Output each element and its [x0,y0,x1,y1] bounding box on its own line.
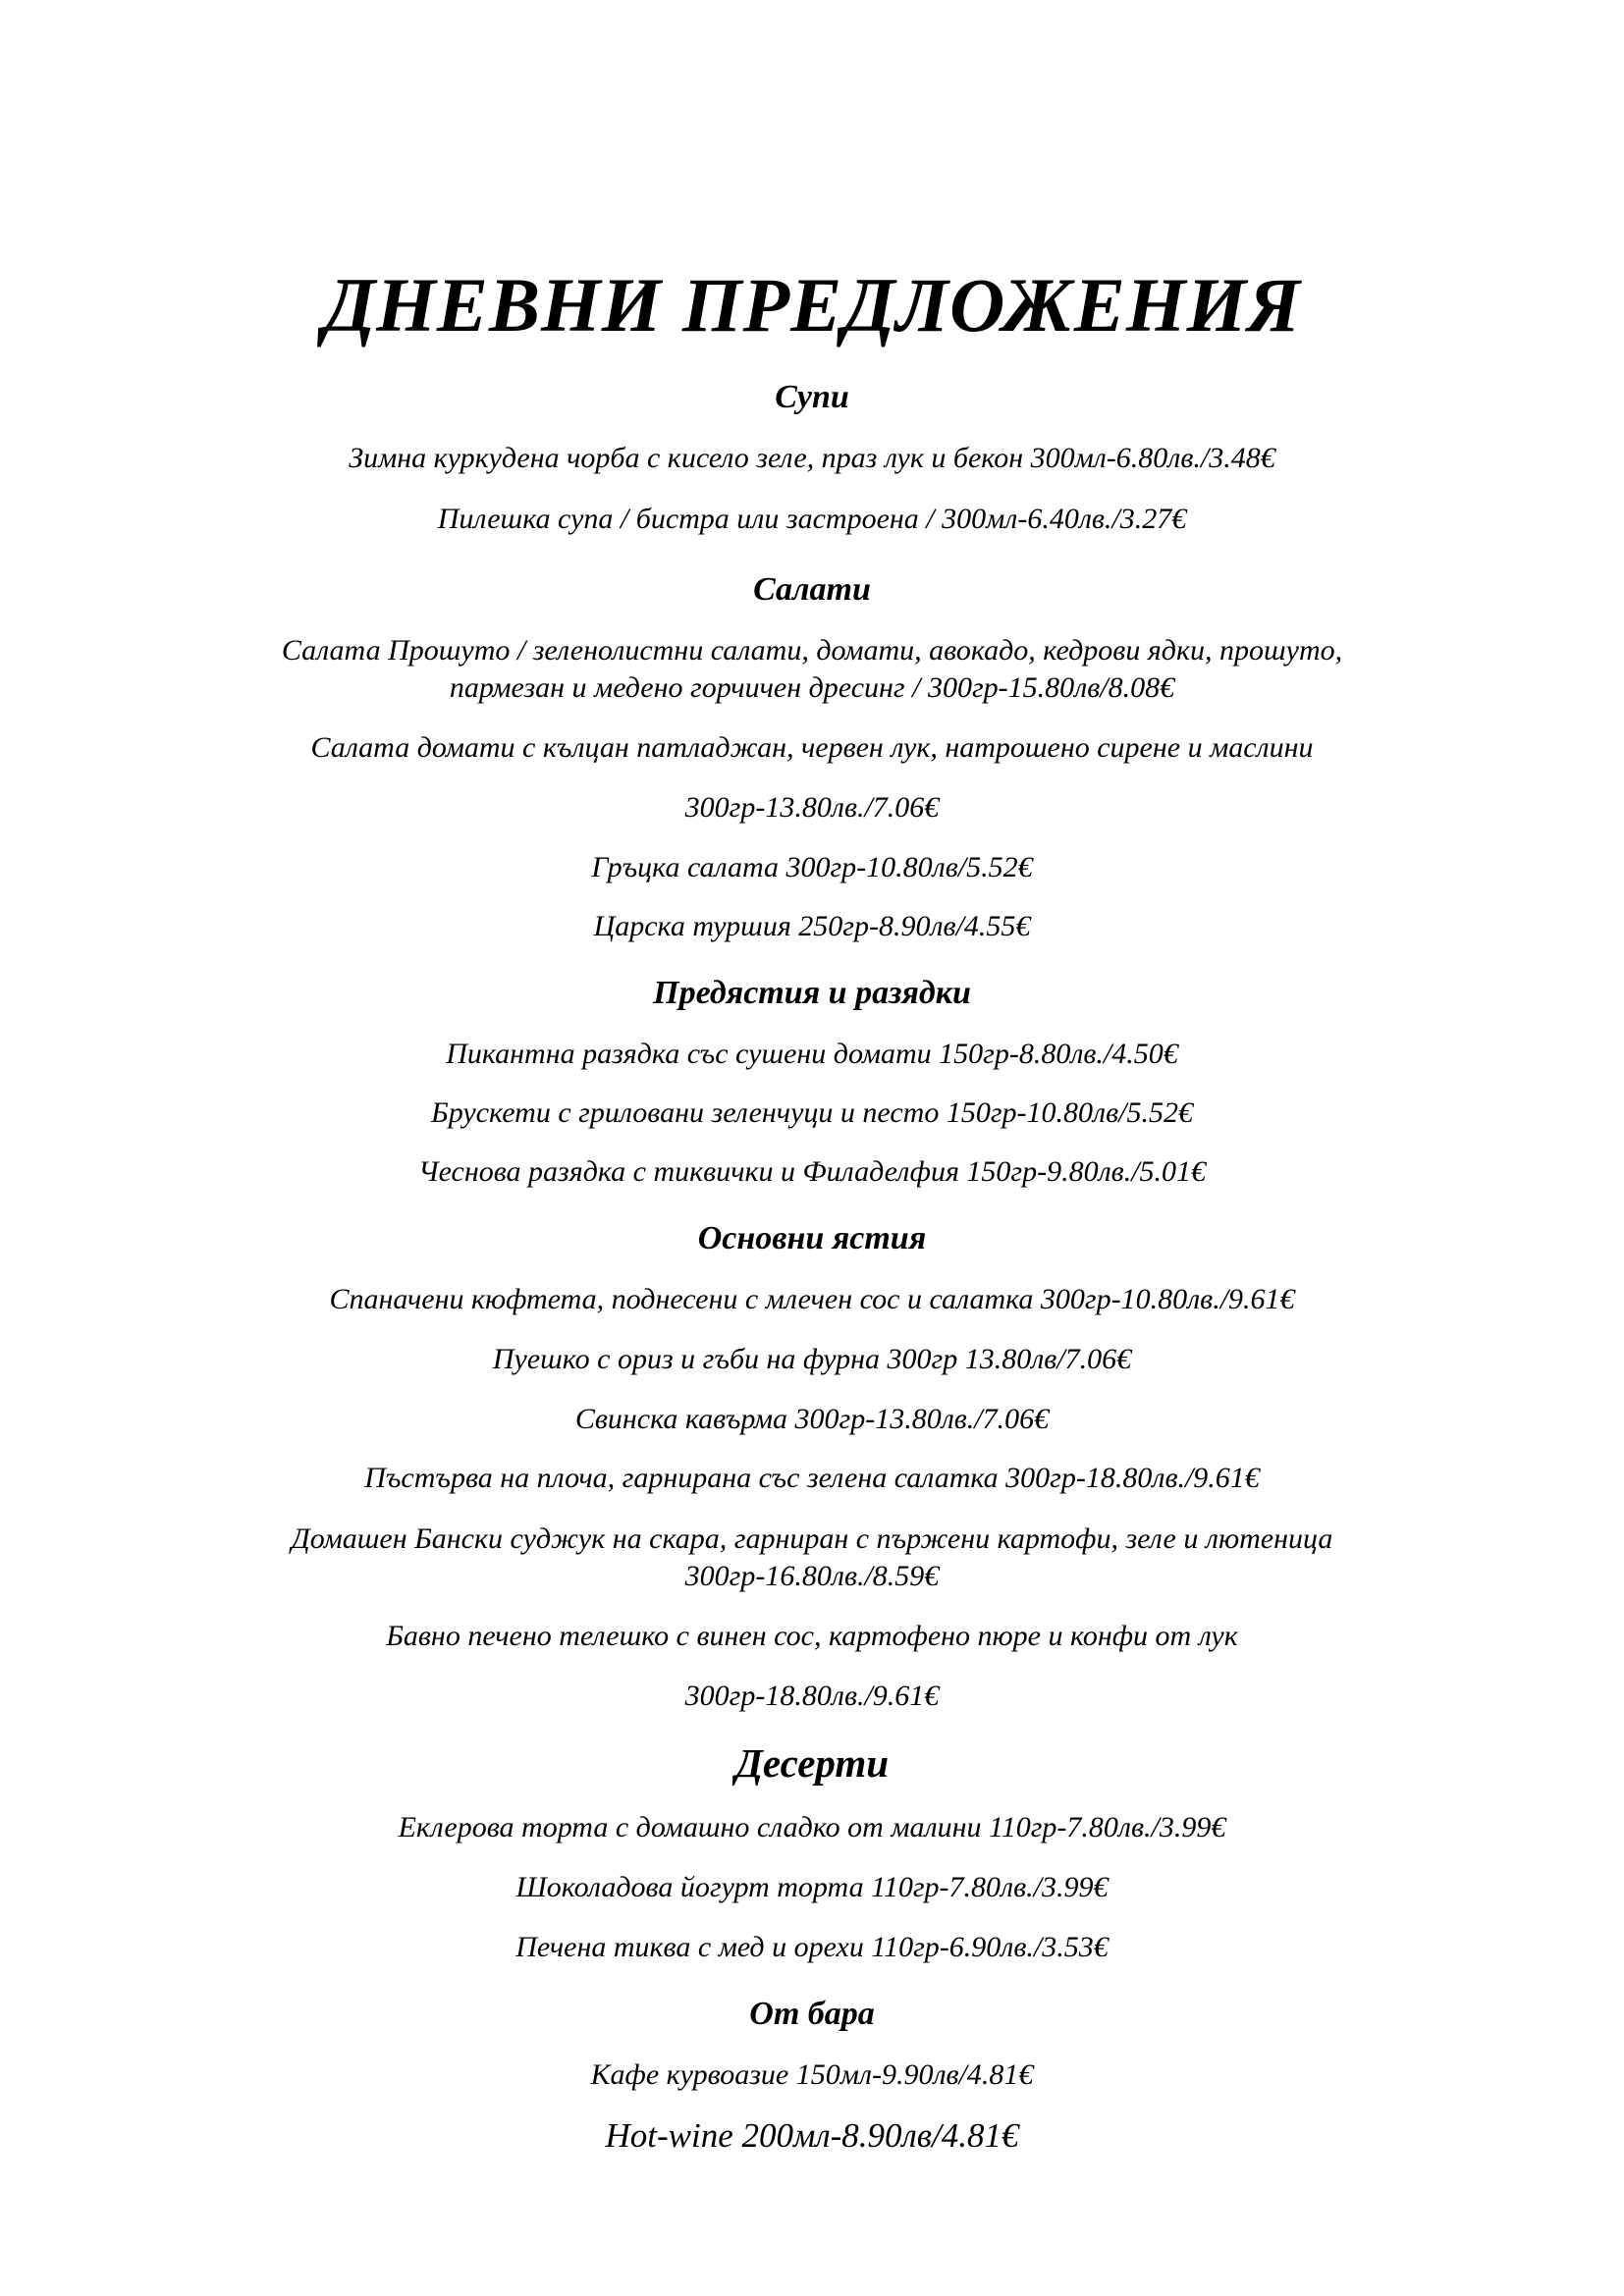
menu-item: Пикантна разядка със сушени домати 150гр-8.80лв./4.50€ [446,1038,1178,1070]
menu-item: Кафе курвоазие 150мл-9.90лв/4.81€ [590,2058,1034,2091]
section-heading-bar: От бара [749,1996,875,2032]
menu-item: Бавно печено телешко с винен сос, картофено пюре и конфи от лук [386,1620,1238,1652]
menu-item: Печена тиква с мед и орехи 110гр-6.90лв./3.53€ [515,1931,1109,1963]
section-heading-soups: Супи [775,379,849,415]
menu-item: Шоколадова йогурт торта 110гр-7.80лв./3.99€ [515,1871,1109,1903]
menu-item-continuation: пармезан и медено горчичен дресинг / 300гр-15.80лв/8.08€ [449,671,1175,704]
section-heading-starters: Предястия и разядки [653,975,971,1011]
menu-item: Пилешка супа / бистра или застроена / 300мл-6.40лв./3.27€ [437,503,1187,535]
menu-item: Спаначени кюфтета, поднесени с млечен сос и салатка 300гр-10.80лв./9.61€ [329,1283,1295,1315]
menu-item-continuation: 300гр-16.80лв./8.59€ [684,1560,940,1592]
menu-item: Hot-wine 200мл-8.90лв/4.81€ [605,2116,1019,2155]
menu-item: Чеснова разядка с тиквички и Филаделфия 150гр-9.80лв./5.01€ [417,1155,1207,1188]
menu-item: Свинска кавърма 300гр-13.80лв./7.06€ [574,1403,1050,1435]
menu-item: Салата Прошуто / зеленолистни салати, домати, авокадо, кедрови ядки, прошуто, [281,634,1343,667]
menu-item: Еклерова торта с домашно сладко от малини 110гр-7.80лв./3.99€ [398,1811,1226,1843]
menu-item: Брускети с гриловани зеленчуци и песто 150гр-10.80лв/5.52€ [431,1096,1193,1129]
menu-item: Домашен Бански суджук на скара, гарниран с пържени картофи, зеле и лютеница [291,1522,1333,1555]
page-title: ДНЕВНИ ПРЕДЛОЖЕНИЯ [322,262,1302,347]
section-heading-desserts: Десерти [734,1740,890,1786]
menu-item-continuation: 300гр-18.80лв./9.61€ [684,1680,940,1712]
menu-item: Гръцка салата 300гр-10.80лв/5.52€ [591,851,1033,883]
menu-item: Пуешко с ориз и гъби на фурна 300гр 13.80лв/7.06€ [492,1343,1132,1375]
section-heading-salads: Салати [753,571,871,608]
section-heading-mains: Основни ястия [697,1220,927,1256]
menu-item: Зимна куркудена чорба с кисело зеле, праз лук и бекон 300мл-6.80лв./3.48€ [349,442,1275,474]
menu-item: Салата домати с кълцан патладжан, червен лук, натрошено сирене и маслини [310,731,1314,764]
menu-item-continuation: 300гр-13.80лв./7.06€ [684,791,940,824]
menu-item: Царска туршия 250гр-8.90лв/4.55€ [593,910,1031,942]
menu-item: Пъстърва на плоча, гарнирана със зелена салатка 300гр-18.80лв./9.61€ [364,1462,1260,1494]
